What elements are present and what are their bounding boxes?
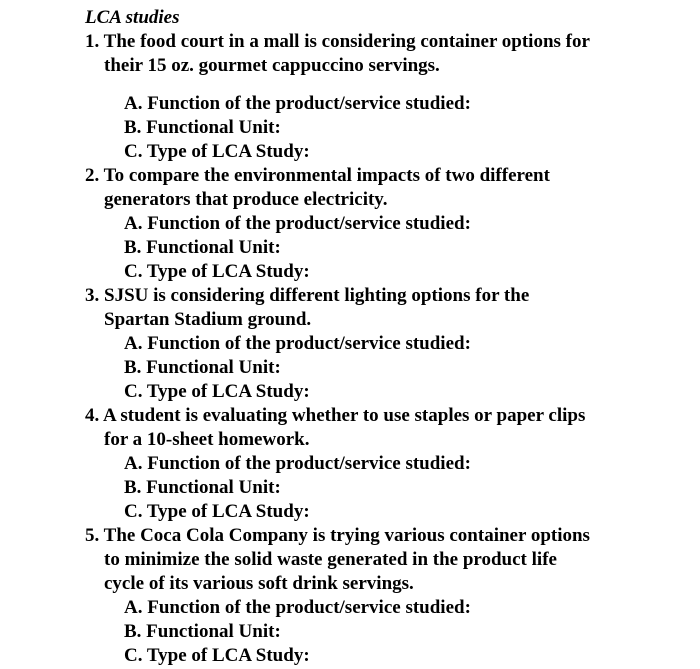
question-2-part-a: A. Function of the product/service studied: xyxy=(124,213,471,234)
question-4-part-b: B. Functional Unit: xyxy=(124,477,281,498)
document-title: LCA studies xyxy=(85,7,180,28)
question-5-part-c: C. Type of LCA Study: xyxy=(124,645,310,666)
question-4-line-2: for a 10-sheet homework. xyxy=(104,429,310,450)
question-1-part-c: C. Type of LCA Study: xyxy=(124,141,310,162)
question-1-part-b: B. Functional Unit: xyxy=(124,117,281,138)
question-2-part-b: B. Functional Unit: xyxy=(124,237,281,258)
question-2-line-1: 2. To compare the environmental impacts of two different xyxy=(85,165,550,186)
question-5-line-2: to minimize the solid waste generated in the product life xyxy=(104,549,557,570)
question-3-part-a: A. Function of the product/service studied: xyxy=(124,333,471,354)
question-5-line-3: cycle of its various soft drink servings. xyxy=(104,573,414,594)
question-2-part-c: C. Type of LCA Study: xyxy=(124,261,310,282)
question-1-line-1: 1. The food court in a mall is considering container options for xyxy=(85,31,590,52)
question-4-line-1: 4. A student is evaluating whether to use staples or paper clips xyxy=(85,405,586,426)
question-1-line-2: their 15 oz. gourmet cappuccino servings. xyxy=(104,55,440,76)
question-3-line-1: 3. SJSU is considering different lighting options for the xyxy=(85,285,530,306)
question-3-part-b: B. Functional Unit: xyxy=(124,357,281,378)
question-1-part-a: A. Function of the product/service studied: xyxy=(124,93,471,114)
question-3-part-c: C. Type of LCA Study: xyxy=(124,381,310,402)
question-2-line-2: generators that produce electricity. xyxy=(104,189,388,210)
question-4-part-c: C. Type of LCA Study: xyxy=(124,501,310,522)
question-5-line-1: 5. The Coca Cola Company is trying various container options xyxy=(85,525,590,546)
question-4-part-a: A. Function of the product/service studied: xyxy=(124,453,471,474)
question-5-part-a: A. Function of the product/service studied: xyxy=(124,597,471,618)
question-3-line-2: Spartan Stadium ground. xyxy=(104,309,312,330)
question-5-part-b: B. Functional Unit: xyxy=(124,621,281,642)
